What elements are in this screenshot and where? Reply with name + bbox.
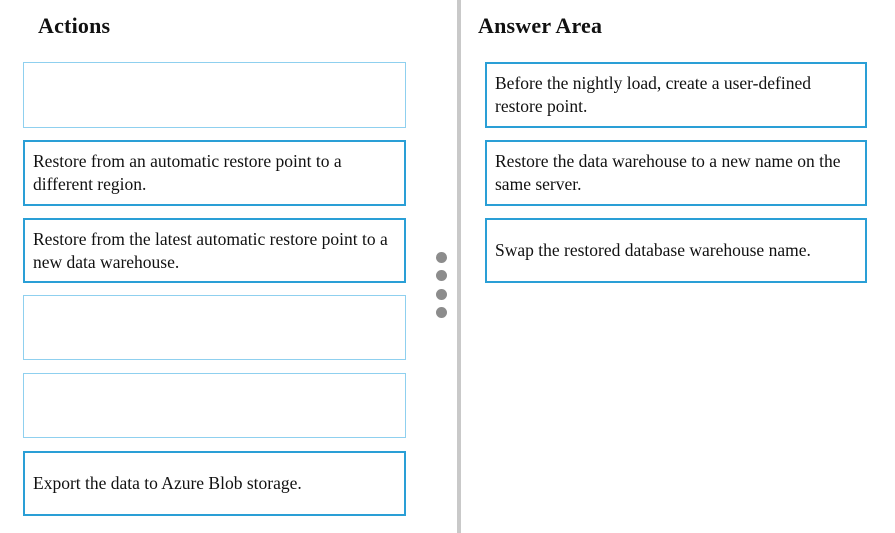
action-item[interactable] bbox=[23, 218, 406, 283]
answer-text: Restore the data warehouse to a new name on the same server. bbox=[495, 151, 841, 194]
action-text: Restore from the latest automatic restore point to a new data warehouse. bbox=[33, 229, 388, 272]
action-text: Restore from an automatic restore point to a different region. bbox=[33, 151, 342, 194]
answer-area-title: Answer Area bbox=[478, 13, 603, 38]
drag-dot bbox=[436, 252, 447, 263]
action-slot-empty[interactable] bbox=[23, 373, 406, 438]
action-text: Export the data to Azure Blob storage. bbox=[33, 473, 302, 493]
answer-item[interactable] bbox=[485, 140, 867, 206]
action-slot-empty[interactable] bbox=[23, 295, 406, 360]
answer-text: Before the nightly load, create a user-defined restore point. bbox=[495, 73, 811, 116]
vertical-dots-icon[interactable] bbox=[434, 252, 448, 318]
action-slot-empty[interactable] bbox=[23, 62, 406, 128]
panel-divider bbox=[457, 0, 461, 533]
answer-item[interactable] bbox=[485, 62, 867, 128]
answer-item[interactable] bbox=[485, 218, 867, 283]
drag-dot bbox=[436, 289, 447, 300]
drag-dot bbox=[436, 270, 447, 281]
action-item[interactable] bbox=[23, 140, 406, 206]
action-item[interactable] bbox=[23, 451, 406, 516]
actions-title: Actions bbox=[38, 13, 111, 38]
answer-text: Swap the restored database warehouse name. bbox=[495, 240, 811, 260]
drag-dot bbox=[436, 307, 447, 318]
